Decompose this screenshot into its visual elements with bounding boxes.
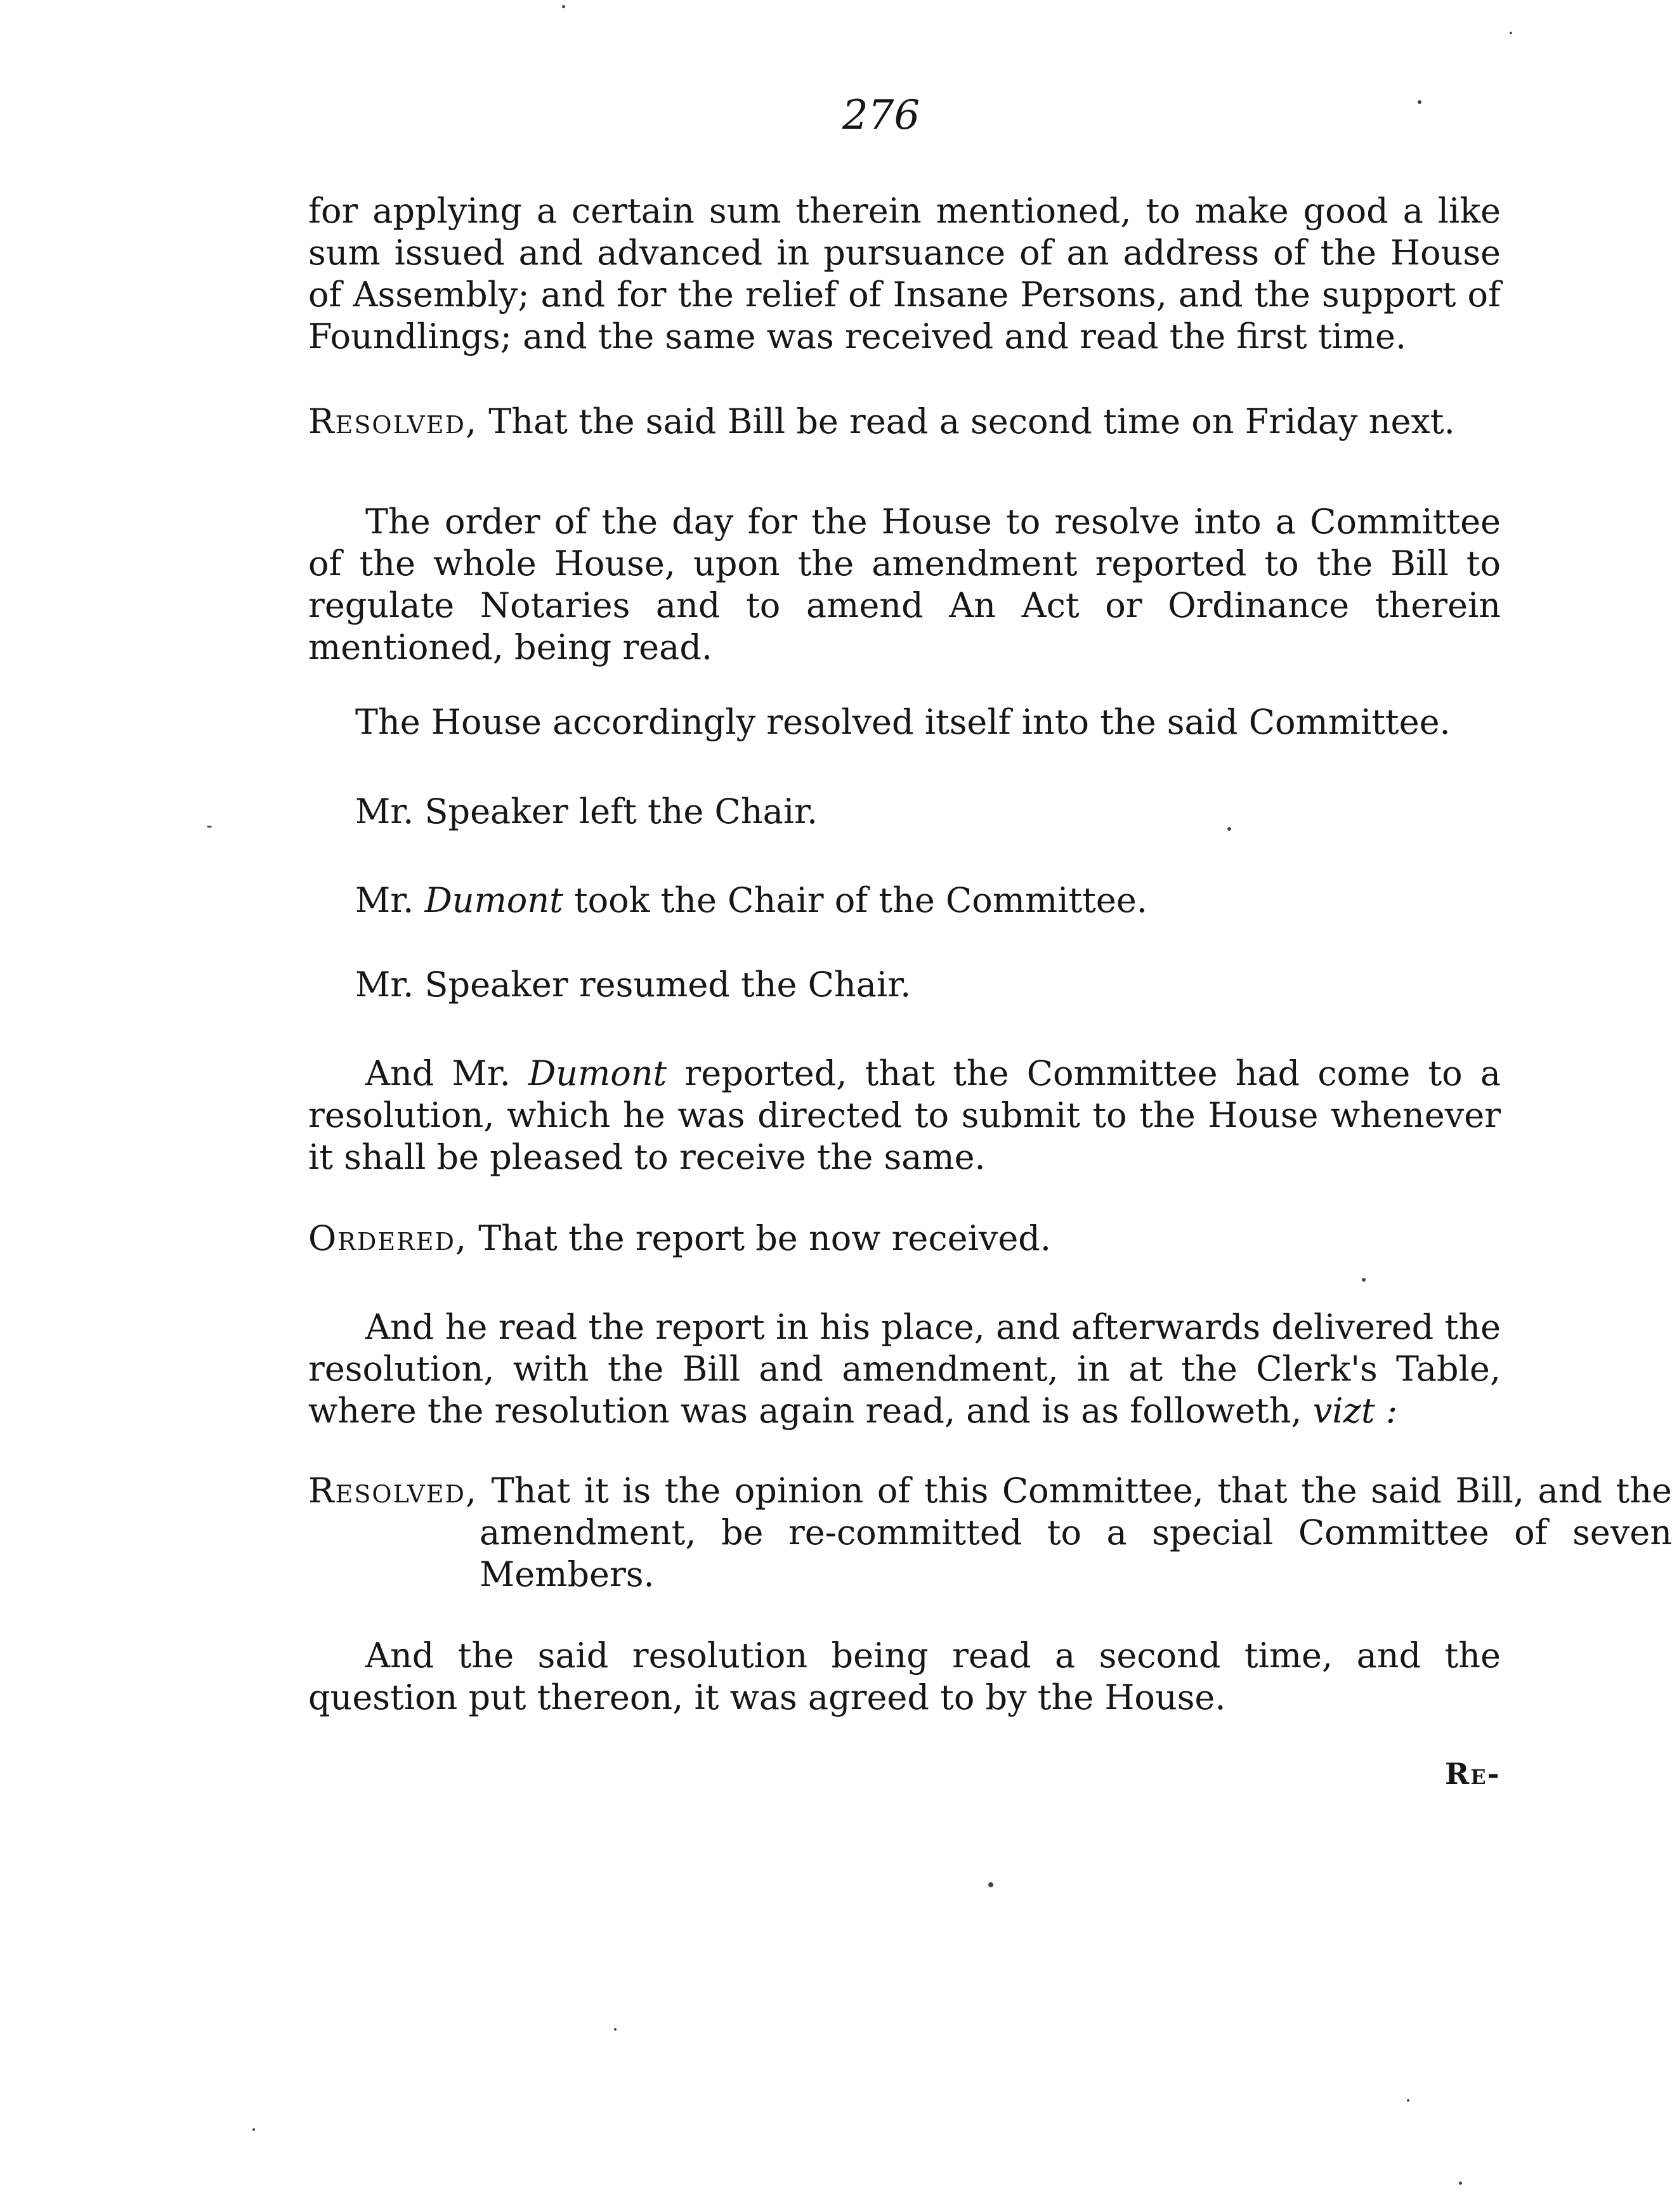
- paragraph-order-of-the-day: The order of the day for the House to resolve into a Committee of the whole House, upon the amendment reported to the Bill to regulate Notaries and to amend An Act or Ordinance therein mentioned, being read.: [308, 502, 1501, 667]
- paragraph-dumont-reported: [308, 1053, 1501, 1178]
- page-number: 276: [842, 92, 920, 139]
- paragraph-ordered-report: [308, 1218, 1501, 1259]
- scan-speck: [1510, 32, 1512, 34]
- paragraph-speaker-left-chair: Mr. Speaker left the Chair.: [355, 791, 818, 831]
- scan-speck: [207, 826, 212, 828]
- paragraph-resolution-agreed: And the said resolution being read a second time, and the question put thereon, it was agreed to by the House.: [308, 1636, 1501, 1717]
- paragraph-bill-first-reading: for applying a certain sum therein mentioned, to make good a like sum issued and advanced in pursuance of an address of the House of Assembly; and for the relief of Insane Persons, and the support of Foundlings; and the same was received and read the first time.: [308, 191, 1501, 356]
- paragraph-report-read: [308, 1306, 1501, 1432]
- reported-pre: And Mr.: [365, 1053, 528, 1093]
- report-read-viz: vizt :: [1312, 1391, 1398, 1431]
- scan-speck: [252, 2128, 255, 2131]
- scan-speck: [614, 2028, 617, 2031]
- resolved-text: That the said Bill be read a second time on Friday next.: [478, 401, 1455, 441]
- dumont-name: Dumont: [424, 880, 563, 920]
- resolved-label: Resolved,: [308, 401, 478, 441]
- paragraph-house-resolved-committee: The House accordingly resolved itself into the said Committee.: [355, 702, 1451, 742]
- ordered-text: That the report be now received.: [467, 1218, 1052, 1258]
- scan-speck: [1362, 1278, 1366, 1282]
- resolved-recommit-label: Resolved,: [308, 1471, 478, 1511]
- ordered-label: Ordered,: [308, 1218, 468, 1258]
- reported-name: Dumont: [528, 1053, 667, 1093]
- paragraph-speaker-resumed-chair: Mr. Speaker resumed the Chair.: [355, 965, 911, 1005]
- reported-post: reported, that the Committee had come to a resolution, which he was directed to submit to the House whenever it shall be pleased to receive the same.: [308, 1053, 1501, 1177]
- scan-speck: [562, 5, 565, 8]
- report-read-text: And he read the report in his place, and afterwards delivered the resolution, with the Bill and amendment, in at the Clerk's Table, where the resolution was again read, and is as followeth,: [308, 1307, 1501, 1431]
- catchword: Re-: [1445, 1757, 1501, 1791]
- resolved-recommit-text: That it is the opinion of this Committee, that the said Bill, and the amendment, be re-committed to a special Committee of seven Members.: [478, 1471, 1672, 1594]
- scan-speck: [1227, 827, 1231, 831]
- scan-speck: [1418, 100, 1421, 104]
- scan-speck: [988, 1882, 993, 1887]
- paragraph-resolved-second-reading: [308, 401, 1501, 443]
- dumont-pre: Mr.: [355, 880, 425, 920]
- dumont-post: took the Chair of the Committee.: [563, 880, 1147, 920]
- paragraph-resolved-recommit: [308, 1470, 1672, 1596]
- scan-speck: [1459, 2182, 1462, 2185]
- scan-speck: [1407, 2099, 1409, 2102]
- paragraph-dumont-took-chair: [355, 880, 1147, 921]
